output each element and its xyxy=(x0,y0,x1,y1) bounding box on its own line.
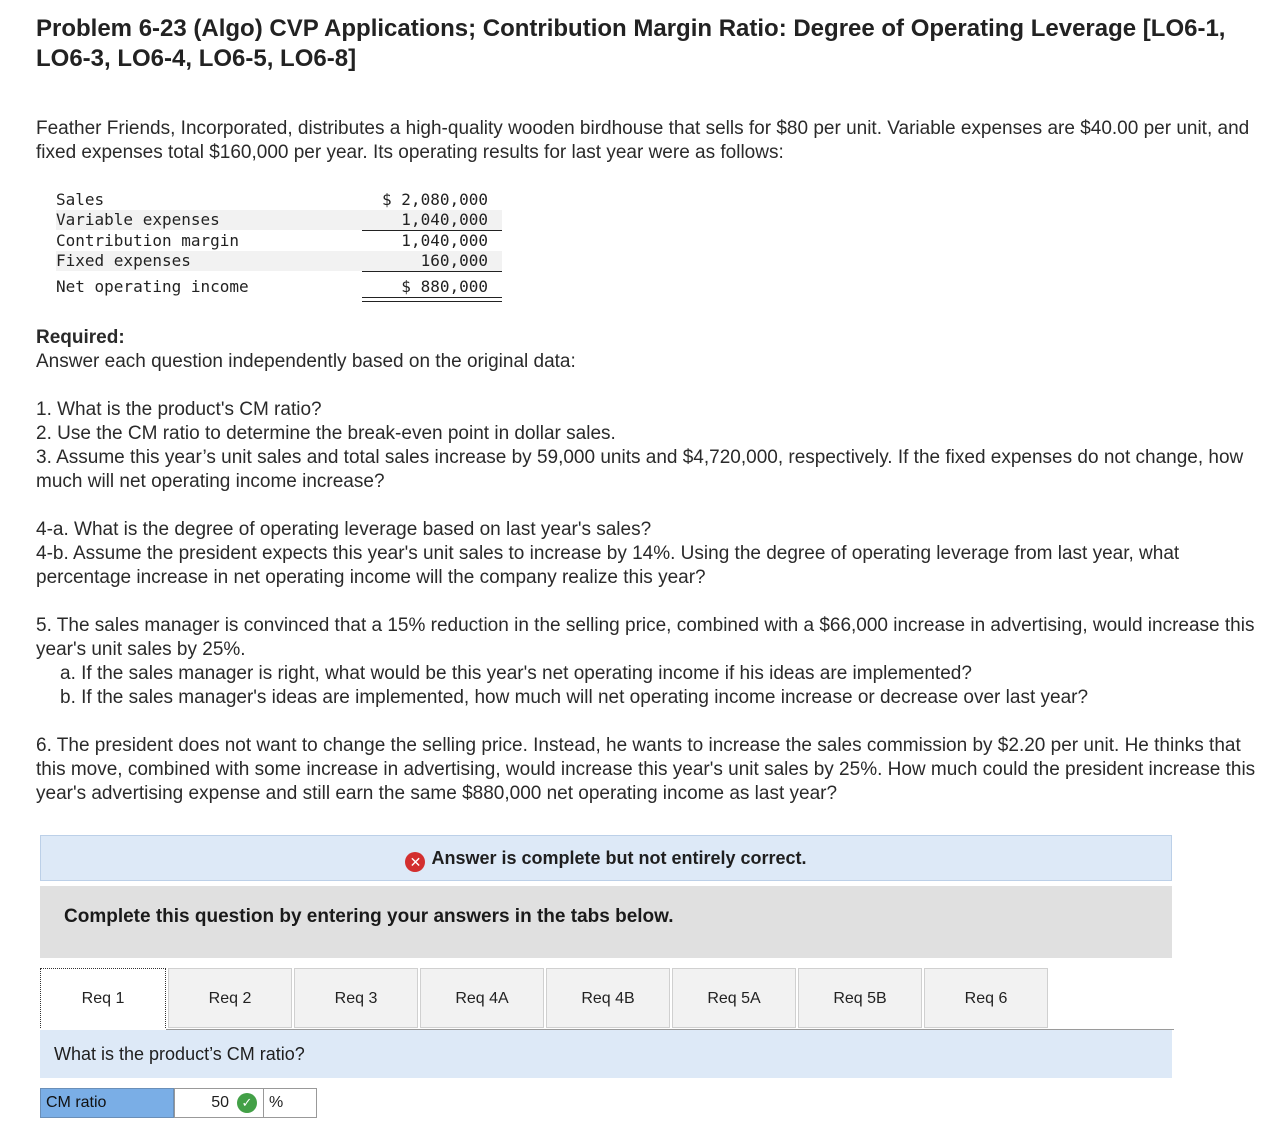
answer-status-banner xyxy=(40,835,1172,881)
question-banner xyxy=(40,1030,1172,1078)
answer-status-text: Answer is complete but not entirely correct. xyxy=(431,848,807,868)
sales-value: $ 2,080,000 xyxy=(382,190,488,209)
tab-req-5a[interactable]: Req 5A xyxy=(672,968,796,1028)
instruction-text: Complete this question by entering your answers in the tabs below. xyxy=(64,906,674,927)
required-subheading: Answer each question independently based on the original data: xyxy=(36,351,576,372)
intro-text: Feather Friends, Incorporated, distributes a high-quality wooden birdhouse that sells for $80 per unit. Variable expenses are $40.00 per unit, and fixed expenses total $160,000 per year. Its operating results for last year were as follows: xyxy=(36,118,1250,163)
tab-req-6[interactable]: Req 6 xyxy=(924,968,1048,1028)
cm-ratio-value: 50 xyxy=(211,1094,229,1111)
sales-label: Sales xyxy=(56,190,105,209)
cm-ratio-label: CM ratio xyxy=(40,1088,174,1118)
question-4b: 4-b. Assume the president expects this year's unit sales to increase by 14%. Using the degree of operating leverage from last year, what percentage increase in net operating income will the company realize this year? xyxy=(36,543,1180,588)
instruction-banner xyxy=(40,886,1172,958)
tab-req-4a[interactable]: Req 4A xyxy=(420,968,544,1028)
question-5a: a. If the sales manager is right, what would be this year's net operating income if his ideas are implemented? xyxy=(60,663,972,684)
question-5b: b. If the sales manager's ideas are implemented, how much will net operating income increase or decrease over last year? xyxy=(60,687,1089,708)
question-4a: 4-a. What is the degree of operating leverage based on last year's sales? xyxy=(36,519,652,540)
problem-title: Problem 6-23 (Algo) CVP Applications; Contribution Margin Ratio: Degree of Operating Leverage [LO6-1, LO6-3, LO6-4, LO6-5, LO6-8] xyxy=(36,15,1226,72)
tab-req-3[interactable]: Req 3 xyxy=(294,968,418,1028)
question-1: 1. What is the product's CM ratio? xyxy=(36,399,322,420)
table-row xyxy=(56,277,502,297)
question-6: 6. The president does not want to change the selling price. Instead, he wants to increase the sales commission by $2.20 per unit. He thinks that this move, combined with some increase in advertising, would increase this year's unit sales by 25%. How much could the president increase this year's advertising expense and still earn the same $880,000 net operating income as last year? xyxy=(36,735,1256,804)
tab-req-1[interactable]: Req 1 xyxy=(40,968,166,1028)
tab-req-2[interactable]: Req 2 xyxy=(168,968,292,1028)
net-operating-income-label: Net operating income xyxy=(56,277,249,296)
question-3: 3. Assume this year’s unit sales and total sales increase by 59,000 units and $4,720,000, respectively. If the fixed expenses do not change, how much will net operating income increase? xyxy=(36,447,1244,492)
variable-expenses-value: 1,040,000 xyxy=(401,210,488,229)
question-2: 2. Use the CM ratio to determine the break-even point in dollar sales. xyxy=(36,423,616,444)
table-row xyxy=(56,231,502,251)
variable-expenses-label: Variable expenses xyxy=(56,210,220,229)
fixed-expenses-label: Fixed expenses xyxy=(56,251,191,270)
current-question-text: What is the product’s CM ratio? xyxy=(54,1044,305,1064)
tab-req-5b[interactable]: Req 5B xyxy=(798,968,922,1028)
cm-ratio-unit: % xyxy=(263,1088,317,1118)
subtotal-rule xyxy=(362,271,502,272)
table-row xyxy=(56,251,502,271)
contribution-margin-value: 1,040,000 xyxy=(401,231,488,250)
net-operating-income-value: $ 880,000 xyxy=(401,277,488,296)
question-5: 5. The sales manager is convinced that a 15% reduction in the selling price, combined with a $66,000 increase in advertising, would increase this year's unit sales by 25%. xyxy=(36,615,1255,660)
required-heading: Required: xyxy=(36,327,125,348)
table-row xyxy=(56,190,502,210)
fixed-expenses-value: 160,000 xyxy=(420,251,488,270)
contribution-margin-label: Contribution margin xyxy=(56,231,240,250)
x-circle-icon: ✕ xyxy=(405,852,425,872)
total-double-rule xyxy=(362,297,502,302)
check-circle-icon: ✓ xyxy=(237,1093,257,1113)
cm-ratio-input[interactable] xyxy=(174,1088,264,1118)
table-row xyxy=(56,210,502,230)
tab-req-4b[interactable]: Req 4B xyxy=(546,968,670,1028)
